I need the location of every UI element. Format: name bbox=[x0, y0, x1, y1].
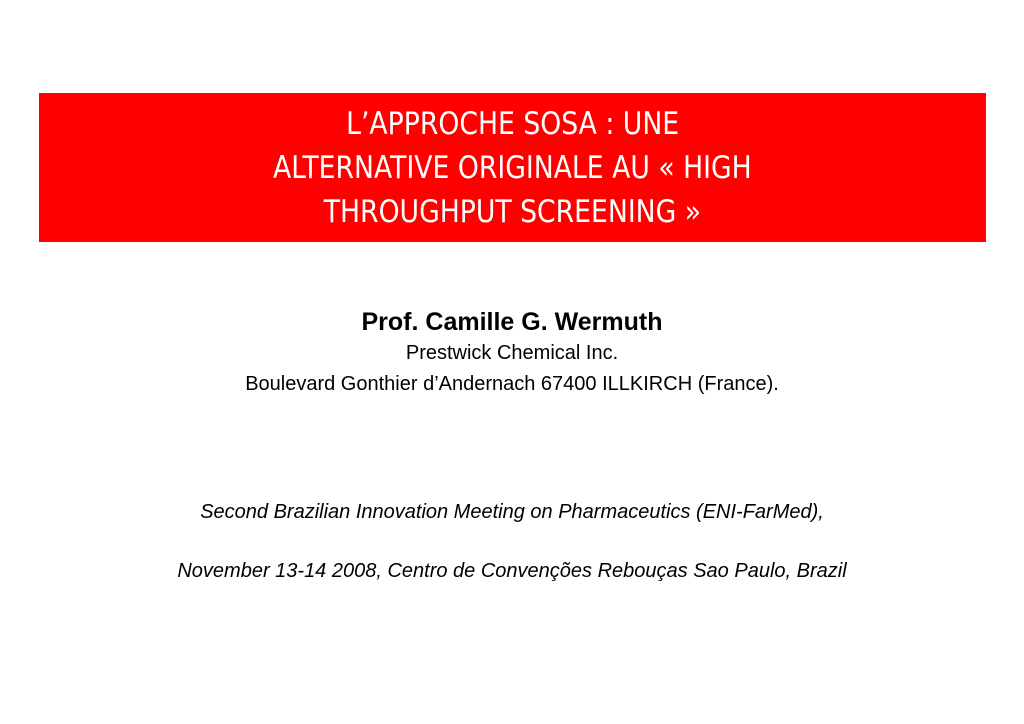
affiliation-address: Boulevard Gonthier d’Andernach 67400 ILLKIRCH (France). bbox=[245, 373, 779, 395]
title-line-1: L’APPROCHE SOSA : UNE bbox=[345, 105, 680, 142]
affiliation-company: Prestwick Chemical Inc. bbox=[405, 342, 619, 364]
title-line-3: THROUGHPUT SCREENING » bbox=[323, 193, 702, 230]
title-banner bbox=[39, 93, 986, 242]
author-name: Prof. Camille G. Wermuth bbox=[361, 308, 663, 336]
title-line-2: ALTERNATIVE ORIGINALE AU « HIGH bbox=[273, 149, 752, 186]
event-date-place: November 13-14 2008, Centro de Convenções Rebouças Sao Paulo, Brazil bbox=[177, 560, 847, 582]
event-name: Second Brazilian Innovation Meeting on Pharmaceutics (ENI-FarMed), bbox=[200, 501, 824, 523]
